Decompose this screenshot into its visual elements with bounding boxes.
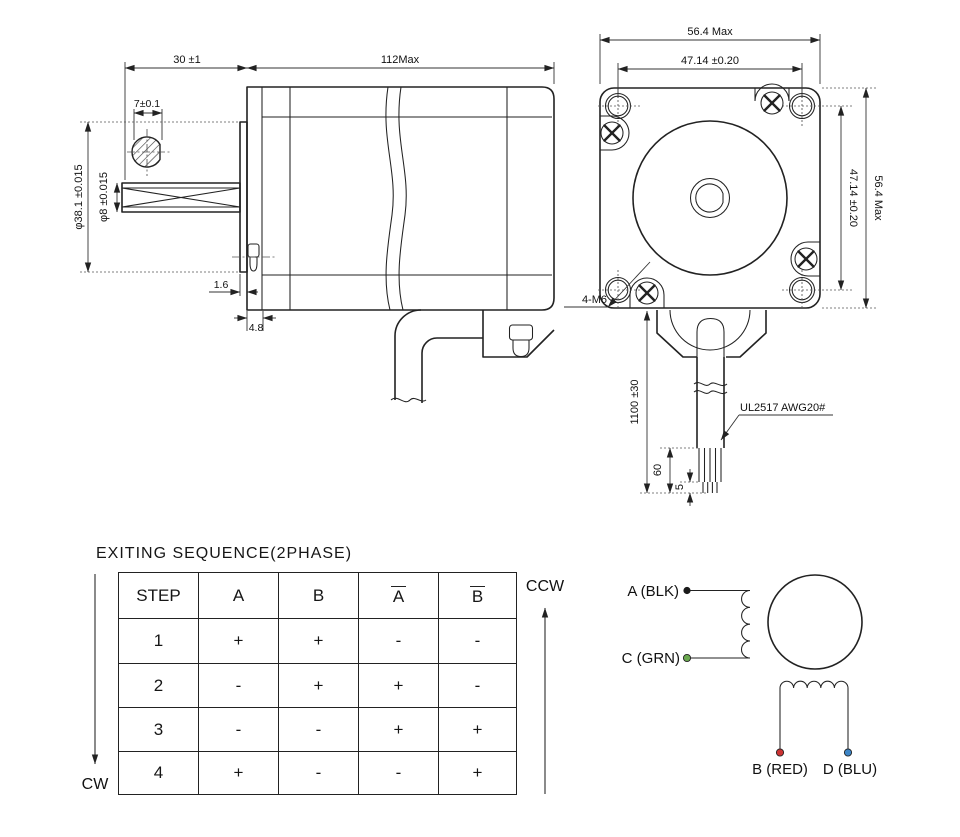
table-cell: - xyxy=(359,619,439,664)
dim-lead-length: 1100 ±30 xyxy=(629,379,641,425)
dim-strip-length: 60 xyxy=(652,463,664,477)
table-cell: + xyxy=(439,708,516,752)
dim-pilot-depth: 1.6 xyxy=(213,279,229,291)
table-cell: 4 xyxy=(119,752,199,794)
terminal-a-label: A (BLK) xyxy=(627,583,679,600)
table-cell: - xyxy=(359,752,439,794)
sequence-table-title: EXITING SEQUENCE(2PHASE) xyxy=(96,545,353,562)
dim-width-max: 56.4 Max xyxy=(687,26,733,38)
table-cell: 2 xyxy=(119,664,199,708)
dim-body-length: 112Max xyxy=(380,54,420,66)
dim-shaft-length: 30 ±1 xyxy=(173,54,201,66)
table-cell: - xyxy=(279,752,359,794)
dim-hole-pitch-h: 47.14 ±0.20 xyxy=(680,55,740,67)
table-header-step: STEP xyxy=(119,573,199,619)
terminal-c-label: C (GRN) xyxy=(621,650,680,667)
table-cell: + xyxy=(472,763,483,782)
table-cell: + xyxy=(279,619,359,664)
label-lead-spec: UL2517 AWG20# xyxy=(740,402,826,414)
table-cell: - xyxy=(439,664,516,708)
table-header-a-bar: A xyxy=(359,573,439,619)
table-header-a: A xyxy=(199,573,279,619)
table-cell: + xyxy=(359,708,439,752)
terminal-b-dot xyxy=(776,749,783,756)
terminal-d-dot xyxy=(844,749,851,756)
label-mounting-holes: 4-M6 xyxy=(581,294,607,306)
terminal-c-dot xyxy=(683,654,690,661)
table-cell: 3 xyxy=(119,708,199,752)
dim-height-max: 56.4 Max xyxy=(872,175,884,221)
cw-label: CW xyxy=(81,776,109,793)
terminal-b-label: B (RED) xyxy=(752,761,808,778)
dim-flat-width: 7±0.1 xyxy=(133,98,161,110)
table-cell: - xyxy=(199,664,279,708)
table-header-b-bar: B xyxy=(439,573,516,619)
dim-hole-pitch-v: 47.14 ±0.20 xyxy=(847,168,859,228)
table-cell: + xyxy=(359,664,439,708)
dim-pilot-diameter: φ38.1 ±0.015 xyxy=(73,164,85,230)
sequence-table xyxy=(118,572,517,795)
table-cell: - xyxy=(199,708,279,752)
table-cell: + xyxy=(279,664,359,708)
table-cell: + xyxy=(199,619,279,664)
table-cell: 1 xyxy=(119,619,199,664)
terminal-d-label: D (BLU) xyxy=(822,761,878,778)
table-cell: - xyxy=(279,708,359,752)
terminal-a-dot xyxy=(683,587,690,594)
table-cell: + xyxy=(199,752,279,794)
table-cell: - xyxy=(439,619,516,664)
dim-tip-length: 5 xyxy=(674,483,686,491)
table-header-b: B xyxy=(279,573,359,619)
dim-shaft-diameter: φ8 ±0.015 xyxy=(98,172,110,222)
dim-flange-thickness: 4.8 xyxy=(248,322,264,334)
ccw-label: CCW xyxy=(525,578,565,595)
